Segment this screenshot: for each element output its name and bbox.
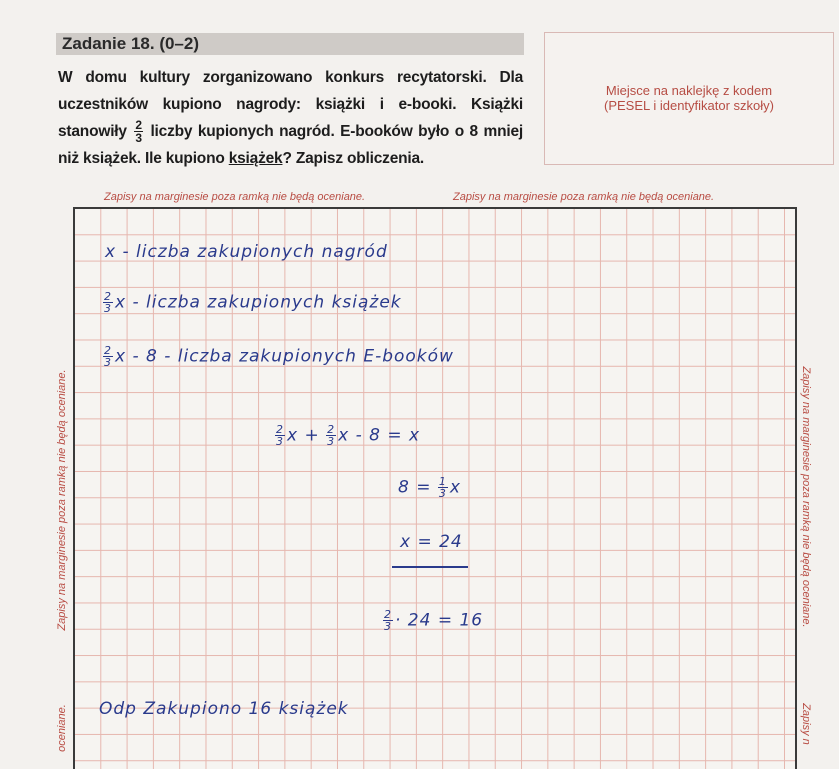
fraction-denominator: 3: [104, 302, 112, 315]
fraction: [134, 119, 142, 144]
handwritten-text: x - liczba zakupionych książek: [115, 292, 402, 313]
sticker-label: Miejsce na naklejkę z kodem: [605, 83, 773, 98]
equation-text: x +: [287, 425, 320, 446]
margin-note-left-fragment: oceniane.: [56, 704, 68, 752]
fraction-numerator: 2: [327, 423, 336, 436]
task-title: Zadanie 18. (0–2): [62, 34, 200, 53]
result-underline: [392, 566, 468, 568]
equation-result: x = 24: [400, 532, 463, 552]
equation-text: · 24 = 16: [395, 610, 484, 631]
handwritten-text: x - 8 - liczba zakupionych E-booków: [115, 346, 454, 367]
task-header: [56, 33, 524, 55]
answer-grid: [73, 207, 797, 769]
equation-text: 8 =: [398, 477, 432, 498]
fraction-denominator: 3: [104, 356, 112, 369]
fraction-numerator: 2: [276, 423, 284, 436]
equation-text: x - 8 = x: [338, 425, 421, 446]
task-question: [58, 64, 523, 172]
fraction-denominator: 3: [327, 435, 336, 448]
sticker-placeholder: [544, 32, 834, 165]
fraction-denominator: 3: [135, 131, 142, 146]
handwritten-line: [103, 345, 454, 368]
fraction-numerator: 2: [384, 608, 392, 621]
fraction-numerator: 2: [104, 344, 112, 357]
margin-note-right: Zapisy na marginesie poza ramką nie będą oceniane.: [800, 366, 812, 628]
fraction-numerator: 2: [135, 118, 142, 133]
equation: [398, 476, 461, 499]
margin-note-right-fragment: Zapisy n: [800, 703, 812, 745]
sticker-label: (PESEL i identyfikator szkoły): [603, 98, 775, 113]
equation-text: x: [449, 477, 461, 498]
fraction-denominator: 3: [384, 620, 392, 633]
question-text: W domu kultury zorganizowano konkurs recytatorski. Dla uczestników kupiono nagrody: książki i e-booki. Książki stanowiły: [58, 69, 523, 140]
fraction-denominator: 3: [276, 435, 284, 448]
question-text: ? Zapisz obliczenia.: [282, 150, 425, 167]
fraction-denominator: 3: [438, 487, 447, 500]
handwritten-answer: Odp Zakupiono 16 książek: [99, 699, 349, 719]
fraction-numerator: 1: [438, 475, 447, 488]
margin-note-left: Zapisy na marginesie poza ramką nie będą oceniane.: [56, 369, 68, 631]
handwritten-line: x - liczba zakupionych nagród: [105, 242, 388, 262]
equation: [275, 424, 420, 447]
fraction-numerator: 2: [104, 290, 112, 303]
margin-note-top-right: Zapisy na marginesie poza ramką nie będą oceniane.: [453, 191, 715, 203]
margin-note-top-left: Zapisy na marginesie poza ramką nie będą oceniane.: [104, 191, 366, 203]
question-text: liczby kupionych nagród. E-booków było o 8 mniej niż książek. Ile kupiono: [58, 123, 523, 167]
question-emphasis: książek: [228, 150, 283, 167]
handwritten-line: [103, 291, 402, 314]
equation: [383, 609, 483, 632]
